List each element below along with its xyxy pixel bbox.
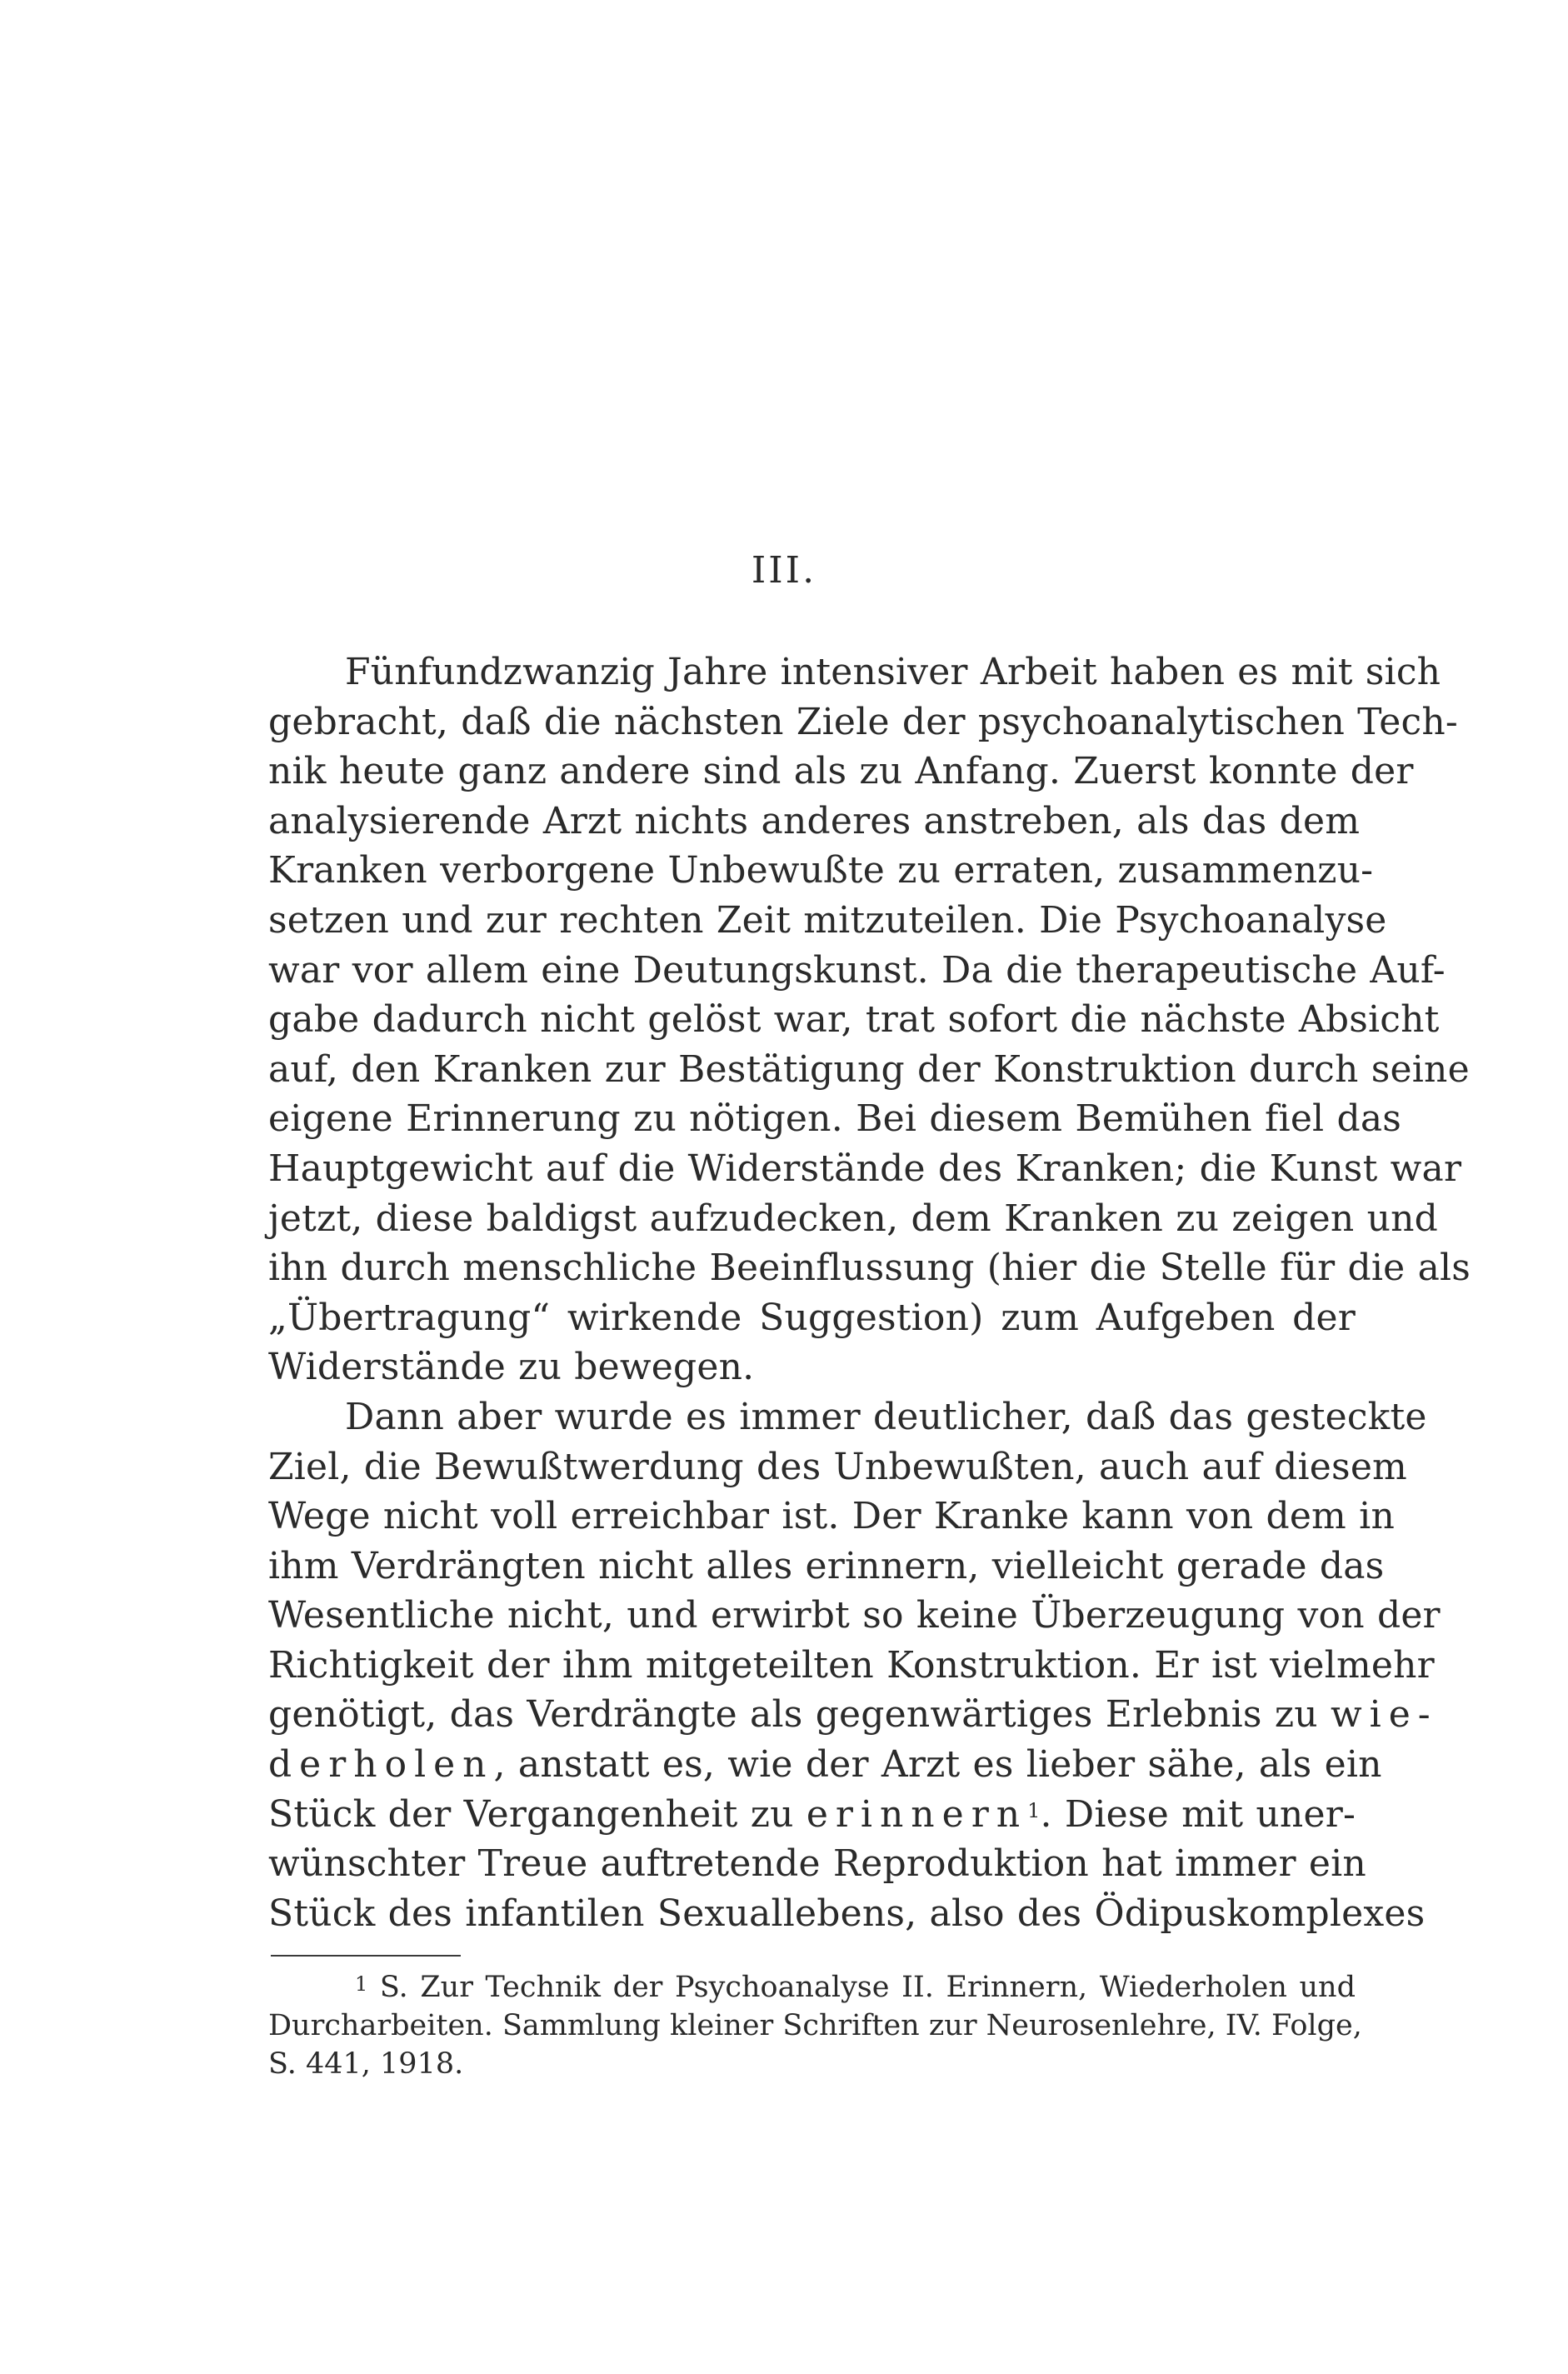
text-line: Kranken verborgene Unbewußte zu erraten, zusammenzu- — [268, 849, 1374, 892]
text-line: ihn durch menschliche Beeinflussung (hier die Stelle für die als — [268, 1247, 1471, 1290]
footnote-marker: 1 — [355, 1972, 368, 1996]
text-line: Fünfundzwanzig Jahre intensiver Arbeit haben es mit sich — [345, 651, 1441, 693]
body-text — [268, 647, 1471, 1938]
text-line: Wege nicht voll erreichbar ist. Der Kranke kann von dem in — [268, 1495, 1395, 1538]
text-run: , anstatt es, wie der Arzt es lieber sähe, als ein — [493, 1743, 1382, 1787]
text-line: Ziel, die Bewußtwerdung des Unbewußten, auch auf diesem — [268, 1445, 1407, 1488]
footnote-marker: 1 — [1027, 1798, 1041, 1822]
footnote-text: S. Zur Technik der Psychoanalyse II. Erinnern, Wiederholen und — [379, 1971, 1356, 2004]
text-line: Stück des infantilen Sexuallebens, also des Ödipuskomplexes — [268, 1892, 1426, 1935]
text-line: Widerstände zu bewegen. — [268, 1346, 755, 1389]
text-run: . Diese mit uner- — [1040, 1792, 1356, 1836]
text-run: Stück der Vergangenheit zu — [268, 1792, 794, 1836]
text-line — [268, 1790, 1356, 1840]
spaced-emphasis: erinnern — [806, 1792, 1028, 1836]
text-line — [268, 1740, 1382, 1790]
footnote-line: S. 441, 1918. — [268, 2047, 464, 2081]
footnote — [268, 1968, 1362, 2083]
text-line: Dann aber wurde es immer deutlicher, daß das gesteckte — [345, 1395, 1427, 1438]
text-line: setzen und zur rechten Zeit mitzuteilen. Die Psychoanalyse — [268, 898, 1387, 942]
text-line: Richtigkeit der ihm mitgeteilten Konstruktion. Er ist vielmehr — [268, 1643, 1435, 1687]
text-line: „Übertragung“ wirkende Suggestion) zum Aufgeben der — [268, 1296, 1356, 1339]
text-line: analysierende Arzt nichts anderes anstreben, als das dem — [268, 799, 1361, 842]
text-line: gebracht, daß die nächsten Ziele der psychoanalytischen Tech- — [268, 700, 1458, 743]
text-line: jetzt, diese baldigst aufzudecken, dem Kranken zu zeigen und — [268, 1197, 1439, 1240]
footnote-divider — [271, 1955, 461, 1957]
text-run: genötigt, das Verdrängte als gegenwärtiges Erlebnis zu — [268, 1693, 1318, 1737]
paragraph-2 — [268, 1392, 1441, 1939]
text-line: nik heute ganz andere sind als zu Anfang. Zuerst konnte der — [268, 750, 1414, 793]
section-heading: III. — [751, 549, 817, 592]
spaced-emphasis: derholen — [268, 1743, 494, 1787]
text-line: war vor allem eine Deutungskunst. Da die therapeutische Auf- — [268, 948, 1446, 992]
text-line: Wesentliche nicht, und erwirbt so keine Überzeugung von der — [268, 1594, 1441, 1637]
text-line: auf, den Kranken zur Bestätigung der Konstruktion durch seine — [268, 1047, 1470, 1091]
footnote-line — [268, 1968, 1356, 2007]
spaced-emphasis: wie- — [1331, 1693, 1438, 1737]
text-line: Hauptgewicht auf die Widerstände des Kranken; die Kunst war — [268, 1147, 1462, 1190]
text-line: gabe dadurch nicht gelöst war, trat sofort die nächste Absicht — [268, 998, 1440, 1042]
text-line — [268, 1690, 1438, 1740]
text-line: ihm Verdrängten nicht alles erinnern, vielleicht gerade das — [268, 1544, 1385, 1587]
footnote-line: Durcharbeiten. Sammlung kleiner Schriften zur Neurosenlehre, IV. Folge, — [268, 2009, 1362, 2042]
paragraph-1 — [268, 647, 1471, 1392]
text-line: eigene Erinnerung zu nötigen. Bei diesem Bemühen fiel das — [268, 1097, 1402, 1141]
text-line: wünschter Treue auftretende Reproduktion hat immer ein — [268, 1842, 1366, 1886]
